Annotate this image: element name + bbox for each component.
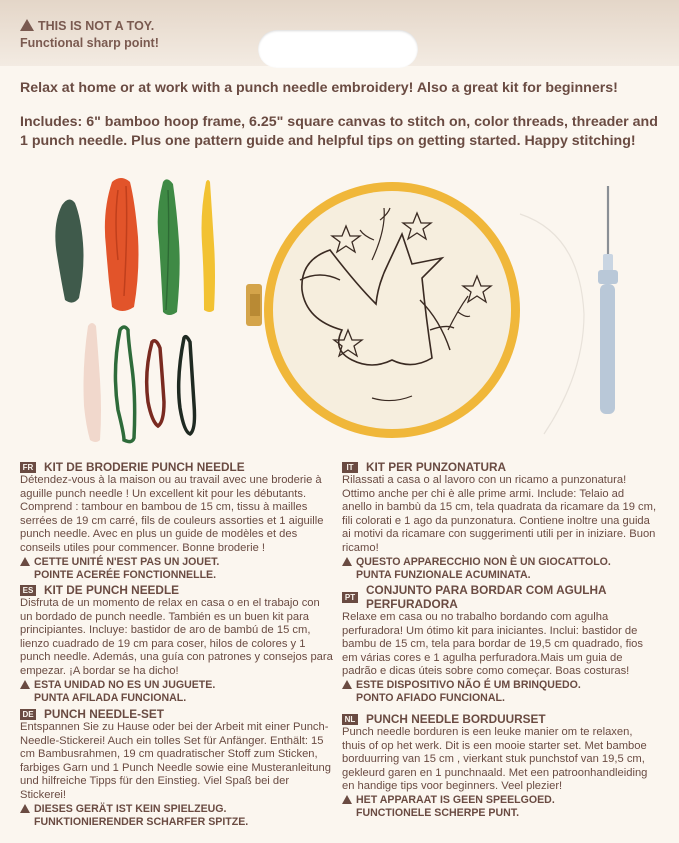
warning-icon xyxy=(20,680,30,689)
lang-warn2-de: FUNKTIONIERENDER SCHARFER SPITZE. xyxy=(34,815,249,828)
punch-needle-icon xyxy=(520,186,618,434)
lang-title-it: KIT PER PUNZONATURA xyxy=(366,460,507,474)
lang-warn1-it: QUESTO APPARECCHIO NON È UN GIOCATTOLO. xyxy=(356,555,611,568)
lang-block-pt xyxy=(342,583,657,705)
lang-title-de: PUNCH NEEDLE-SET xyxy=(44,707,164,721)
lang-code-it: IT xyxy=(342,462,358,473)
lang-block-fr xyxy=(20,460,335,582)
lang-body-nl: Punch needle borduren is een leuke manier om te relaxen, thuis of op het werk. Dit is een mooie starter set. Met bamboe borduurring van 15 cm , vierkant stuk punchstof van 19,5 cm, gekleurd garen en 1 punchnaald. Met een patroonhandleiding en handige tips voor beginners. Veel plezier! xyxy=(342,726,648,793)
lang-warning-it xyxy=(342,556,657,582)
lang-warn1-es: ESTA UNIDAD NO ES UN JUGUETE. xyxy=(34,678,216,691)
lang-code-fr: FR xyxy=(20,462,36,473)
lang-warning-pt xyxy=(342,679,657,705)
lang-warn1-de: DIESES GERÄT IST KEIN SPIELZEUG. xyxy=(34,802,227,815)
lang-code-es: ES xyxy=(20,585,36,596)
lang-warning-es xyxy=(20,679,335,705)
warning-icon xyxy=(20,804,30,813)
warning-icon xyxy=(342,557,352,566)
warning-icon xyxy=(342,795,352,804)
lang-title-nl: PUNCH NEEDLE BORDUURSET xyxy=(366,712,546,726)
lang-body-fr: Détendez-vous à la maison ou au travail avec une broderie à aguille punch needle ! Un excellent kit pour les débutants. Comprend : tambour en bambou de 15 cm, tissu à mailles serrées de 19 cm carré, fils de couleurs assorties et 1 aiguille punch needle. Avec en plus un guide de modèles et des conseils utiles pour commencer. Bonne broderie ! xyxy=(20,474,324,554)
top-warning-line2: Functional sharp point! xyxy=(20,36,159,50)
lang-block-de xyxy=(20,707,335,829)
lang-code-nl: NL xyxy=(342,714,358,725)
lang-warn1-nl: HET APPARAAT IS GEEN SPEELGOED. xyxy=(356,793,555,806)
lang-body-it: Rilassati a casa o al lavoro con un ricamo a punzonatura! Ottimo anche per chi è alle prime armi. Include: Telaio ad anello in bambù da 15 cm, tela quadrata da ricamare da 19 cm, fili colorati e 1 ago da punzonatura. Contiene inoltre una guida ai motivi da ricamare con suggerimenti utili per in iniziare. Buon ricamo! xyxy=(342,474,657,554)
lang-warning-fr xyxy=(20,556,335,582)
lang-warn2-es: PUNTA AFILADA FUNCIONAL. xyxy=(34,691,187,704)
lang-block-nl xyxy=(342,712,657,820)
lang-warn1-pt: ESTE DISPOSITIVO NÃO É UM BRINQUEDO. xyxy=(356,678,581,691)
lang-warn2-fr: POINTE ACERÉE FONCTIONNELLE. xyxy=(34,568,217,581)
lang-block-it xyxy=(342,460,657,582)
lang-body-pt: Relaxe em casa ou no trabalho bordando com agulha perfuradora! Um ótimo kit para iniciantes. Inclui: bastidor de bambu de 15 cm, tela para bordar de 19,5 cm quadrado, fios em várias cores e 1 agulha perfuradora.Mais um guia de padrão e dicas úteis sobre como começar. Boas costuras! xyxy=(342,611,644,678)
lang-warn2-pt: PONTO AFIADO FUNCIONAL. xyxy=(356,691,505,704)
embroidery-hoop-icon xyxy=(246,182,520,438)
lang-code-pt: PT xyxy=(342,592,358,603)
warning-icon xyxy=(20,557,30,566)
lang-title-es: KIT DE PUNCH NEEDLE xyxy=(44,583,180,597)
lang-body-es: Disfruta de un momento de relax en casa o en el trabajo con un bordado de punch needle. También es un buen kit para principiantes. Incluye: bastidor de aro de bambú de 15 cm, lienzo cuadrado de 19 cm para coser, hilos de colores y 1 punch needle. Además, una guía con patrones y consejos para empezar. ¡A bordar se ha dicho! xyxy=(20,597,333,677)
top-warning-line1: THIS IS NOT A TOY. xyxy=(38,19,155,33)
lang-warn2-nl: FUNCTIONELE SCHERPE PUNT. xyxy=(356,806,520,819)
lang-warn1-fr: CETTE UNITÉ N'EST PAS UN JOUET. xyxy=(34,555,220,568)
intro-line1: Relax at home or at work with a punch needle embroidery! Also a great kit for beginners! xyxy=(20,80,618,96)
lang-code-de: DE xyxy=(20,709,36,720)
lang-title-fr: KIT DE BRODERIE PUNCH NEEDLE xyxy=(44,460,245,474)
lang-title-pt: CONJUNTO PARA BORDAR COM AGULHA PERFURADORA xyxy=(366,583,607,611)
warning-icon xyxy=(342,680,352,689)
lang-warning-nl xyxy=(342,794,657,820)
lang-block-es xyxy=(20,583,335,705)
lang-warn2-it: PUNTA FUNZIONALE ACUMINATA. xyxy=(356,568,531,581)
lang-body-de: Entspannen Sie zu Hause oder bei der Arbeit mit einer Punch-Needle-Stickerei! Auch ein tolles Set für Anfänger. Enthält: 15 cm Bambusrahmen, 19 cm quadratischer Stoff zum Sticken, farbiges Garn und 1 Punch Needle sowie eine Musteranleitung und hilfreiche Tipps für den Einstieg. Viel Spaß bei der Stickerei! xyxy=(20,721,331,801)
intro-line2: Includes: 6" bamboo hoop frame, 6.25" square canvas to stitch on, color threads, threader and 1 punch needle. Plus one pattern guide and helpful tips on getting started. Happy stitching! xyxy=(20,114,658,149)
lang-warning-de xyxy=(20,803,335,829)
thread-skeins-icon xyxy=(55,178,215,442)
